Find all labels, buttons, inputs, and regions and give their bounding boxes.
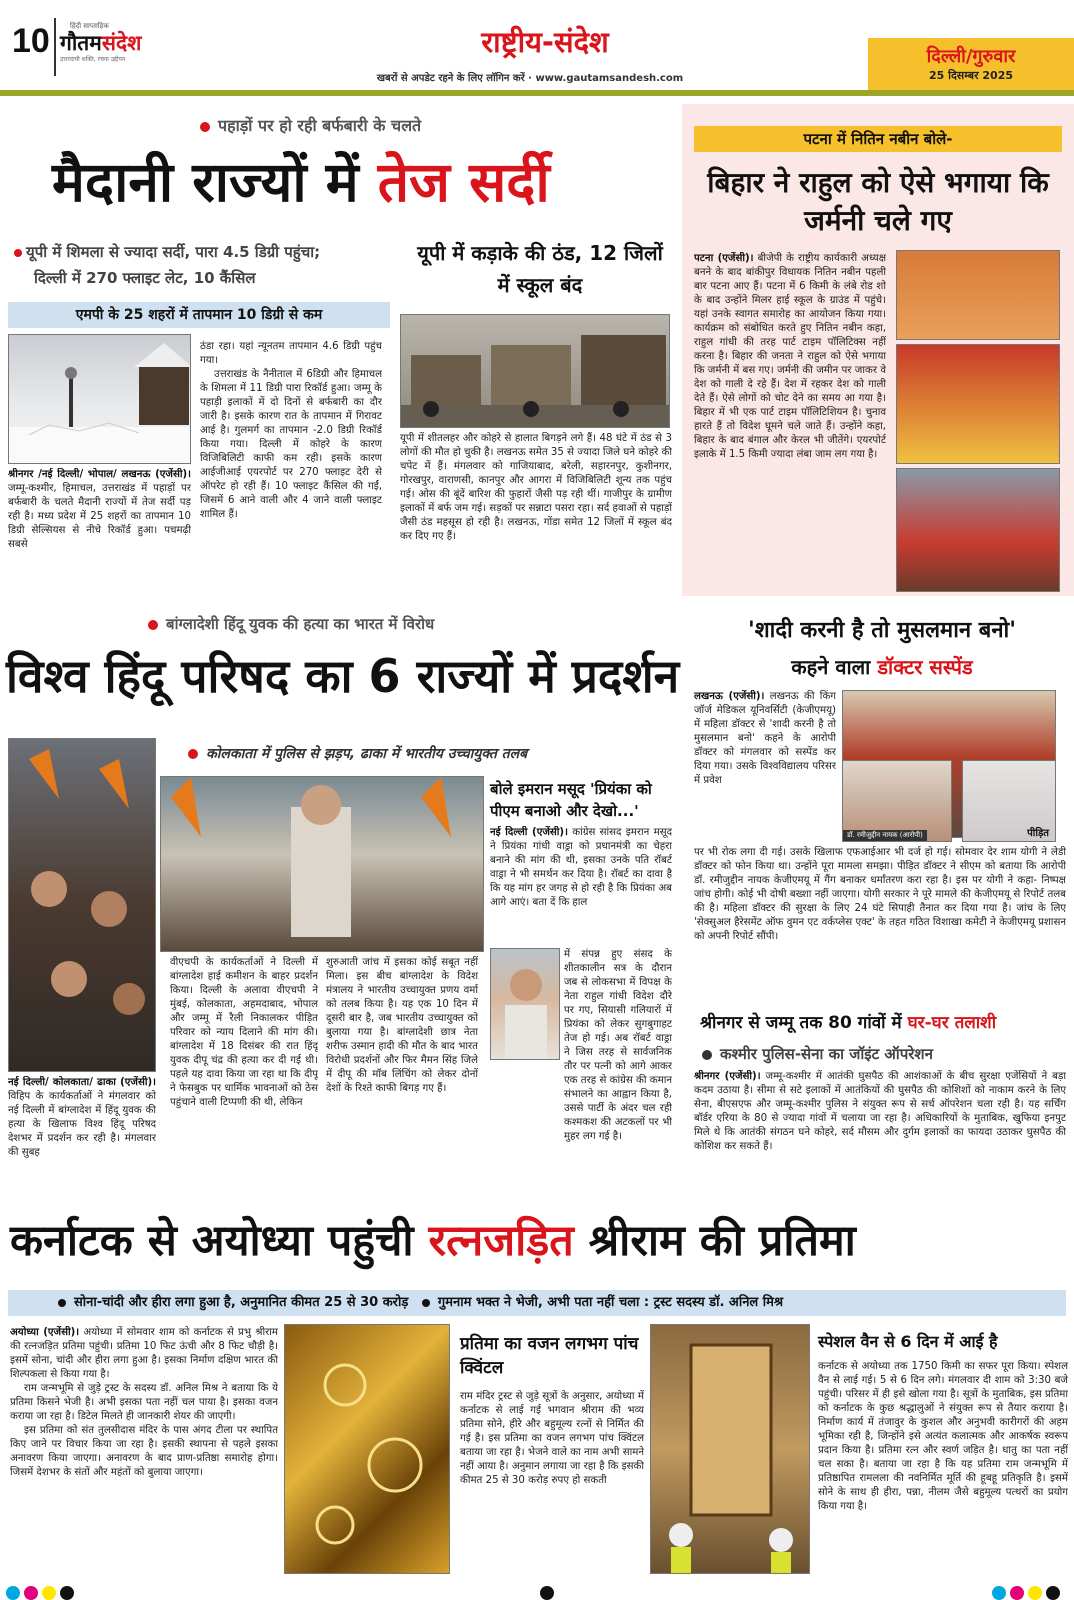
crate-scene-svg bbox=[651, 1325, 810, 1574]
patna-body: पटना (एजेंसी)। बीजेपी के राष्ट्रीय कार्यकारी अध्यक्ष बनने के बाद बांकीपुर विधायक नितिन नबीन पहली बार पटना आए हैं। पटना में 6 किमी के लंबे रोड शो के बाद उन्होंने मिलर हाई स्कूल के ग्राउंड में पहुंचे। यहां उनके स्वागत समारोह का आयोजन किया गया। कार्यक्रम को संबोधित करते हुए नितिन नबीन कहा, राहुल गांधी की तरह पार्ट टाइम पॉलिटिक्स नहीं करना है। बिहार की जनता ने राहुल को ऐसे भगाया कि जर्मनी में बस गए। जर्मनी की जमीन पर जाकर वे देश को गाली दे रहे हैं। देश में रहकर देश को गाली देते हैं। ऐसे लोगों को चोट देने का समय आ गया है। बिहार में भी एक पार्ट टाइम पॉलिटिशियन है। चुनाव हारते हैं तो विदेश घूमने चले जाते हैं। उन्होंने कहा, बिहार के बाद बंगाल और केरल भी जीतेंगे। एयरपोर्ट इलाके में 1.5 किमी ज्यादा लंबा जाम लग गया है। bbox=[694, 253, 886, 460]
vhp-col3: शुरुआती जांच में इसका कोई सबूत नहीं मिला। इस बीच बांग्लादेश के विदेश मंत्रालय ने भारतीय उच्चायुक्त प्रणय वर्मा को तलब किया है। यह एक 10 दिन में दूसरी बार है, जब भारतीय उच्चायुक्त को बुलाया गया है। बांग्लादेशी छात्र नेता शरीफ उस्मान हादी की मौत के बाद भारत विरोधी प्रदर्शनों और फिर मैमन सिंह जिले में दीपू की मॉब लिंचिंग को लेकर दोनों देशों के रिश्ते काफी बिगड़ गए हैं। bbox=[326, 957, 478, 1094]
kashmir-sub: कश्मीर पुलिस-सेना का जॉइंट ऑपरेशन bbox=[702, 1044, 933, 1064]
snow-scene-svg bbox=[9, 335, 191, 464]
cold-col3: यूपी में शीतलहर और कोहरे से हालात बिगड़ने लगे हैं। 48 घंटे में ठंड से 3 लोगों की मौत हो चुकी है। लखनऊ समेत 35 से ज्यादा जिले घने कोहरे की चपेट में हैं। मंगलवार को गाजियाबाद, बरेली, सहारनपुर, कुशीनगर, गोरखपुर, वाराणसी, कानपुर और आगरा में विजिबिलिटी शून्य तक पहुंच गई। ओस की बूंदें बारिश की फुहारों जैसी पड़ रही थीं। गाजीपुर के ग्रामीण इलाकों में बर्फ जम गई। सड़कों पर सन्नाटा पसरा रहा। सर्द हवाओं से पहाड़ों जैसी ठंड महसूस हो रही है। लखनऊ, गोंडा समेत 12 जिलों में स्कूल बंद कर दिए गए हैं। bbox=[400, 433, 672, 542]
effigy-scene-svg bbox=[161, 777, 484, 952]
fog-trucks-photo bbox=[400, 314, 670, 428]
accused-doctor-photo bbox=[842, 760, 952, 842]
page-number: 10 bbox=[12, 22, 50, 60]
van-title: स्पेशल वैन से 6 दिन में आई है bbox=[818, 1332, 998, 1351]
statue-crate-photo bbox=[650, 1324, 810, 1574]
portrait-svg bbox=[491, 949, 560, 1060]
weight-title: प्रतिमा का वजन लगभग पांच क्विंटल bbox=[460, 1334, 639, 1378]
cold-col1: श्रीनगर /नई दिल्ली/ भोपाल/ लखनऊ (एजेंसी)। जम्मू-कश्मीर, हिमाचल, उत्तराखंड में पहाड़ों पर बर्फबारी के चलते मैदानी राज्यों में तेज सर्दी पड़ रही है। मध्य प्रदेश में 25 शहरों का तापमान 10 डिग्री सेल्सियस से नीचे रिकॉर्ड हुआ। पचमढ़ी सबसे bbox=[8, 469, 191, 550]
van-body: कर्नाटक से अयोध्या तक 1750 किमी का सफर पूरा किया। स्पेशल वैन से लाई गई। 5 से 6 दिन लगे। मंगलवार दी शाम को 3:30 बजे पहुंची। परिसर में ही इसे खोला गया है। सूत्रों के मुताबिक, इस प्रतिमा को कर्नाटक के कुछ श्रद्धालुओं ने संयुक्त रूप से तैयार कराया है। निर्माण कार्य में तंजावुर के कुशल और अनुभवी कारीगरों की अहम भूमिका रही है, जिन्होंने इसे अत्यंत कलात्मक और आकर्षक स्वरूप प्रदान किया है। प्रतिमा रत्न और स्वर्ण जड़ित है। धातु का पता नहीं चल सका है। बताया जा रहा है कि यह प्रतिमा राम जन्मभूमि में प्रतिष्ठापित रामलला की नवनिर्मित मूर्ति की हूबहू प्रतिकृति है। इसमें सोने के साथ ही हीरा, पन्ना, नीलम जैसे बहुमूल्य पत्थरों का प्रयोग किया गया है। bbox=[818, 1361, 1068, 1512]
logo-tag: हिंदी साप्ताहिक bbox=[70, 22, 109, 30]
cold-sub1: यूपी में शिमला से ज्यादा सर्दी, पारा 4.5 डिग्री पहुंचा; bbox=[14, 242, 320, 262]
imran-col-b: में संपन्न हुए संसद के शीतकालीन सत्र के दौरान जब से लोकसभा में विपक्ष के नेता राहुल गांधी विदेश दौरे पर गए, सियासी गलियारों में प्रियंका को लेकर सुगबुगाहट तेज हो गई। अब रॉबर्ट वाड्रा ने जिस तरह से सार्वजनिक तौर पर पत्नी को आगे आकर एक तरह से कांग्रेस की कमान संभालने का आह्वान किया है, उससे पार्टी के अंदर चल रही कश्मकश की अटकलों पर भी मुहर लग गई है। bbox=[564, 949, 672, 1142]
registration-marks bbox=[0, 1582, 1074, 1600]
bullet-dot bbox=[702, 1050, 712, 1060]
gold-statue-photo bbox=[284, 1324, 450, 1574]
ayodhya-headline: कर्नाटक से अयोध्या पहुंची रत्नजड़ित श्रीराम की प्रतिमा bbox=[10, 1216, 856, 1266]
doctor-headline-2: कहने वाला डॉक्टर सस्पेंड bbox=[791, 655, 973, 679]
bullet-dot bbox=[58, 1299, 66, 1307]
logo-sub: उत्तरदायी शक्ति, रचना उद्दीपन bbox=[60, 56, 126, 63]
doctor-headline-1: 'शादी करनी है तो मुसलमान बनो' bbox=[747, 618, 1016, 643]
masthead-logo bbox=[60, 22, 190, 63]
protest-photo-effigy bbox=[160, 776, 484, 952]
imran-col-a: नई दिल्ली (एजेंसी)। कांग्रेस सांसद इमरान मसूद ने प्रियंका गांधी वाड्रा को प्रधानमंत्री का चेहरा बनाने की मांग की थी, इसका उनके पति रॉबर्ट वाड्रा ने भी समर्थन कर दिया है। रॉबर्ट का दावा है कि यह मांग हर जगह से हो रही है कि प्रियंका अब आगे आएं। बता दें कि हाल bbox=[490, 827, 672, 908]
vhp-headline: विश्व हिंदू परिषद का 6 राज्यों में प्रदर्शन bbox=[6, 649, 680, 703]
cold-band: एमपी के 25 शहरों में तापमान 10 डिग्री से कम bbox=[8, 302, 390, 328]
patna-photo-3 bbox=[896, 468, 1060, 592]
cold-sub2: दिल्ली में 270 फ्लाइट लेट, 10 कैंसिल bbox=[34, 269, 256, 287]
kashmir-headline: श्रीनगर से जम्मू तक 80 गांवों में घर-घर तलाशी bbox=[700, 1013, 997, 1033]
caption-victim: पीड़ित bbox=[1027, 828, 1049, 839]
gold-pattern-svg bbox=[285, 1325, 450, 1574]
bullet-dot bbox=[148, 620, 158, 630]
header-rule bbox=[0, 90, 1074, 96]
patna-photo-2 bbox=[896, 344, 1060, 464]
protest-crowd-svg bbox=[9, 739, 156, 1072]
patna-kicker: पटना में नितिन नबीन बोले- bbox=[694, 126, 1062, 152]
section-title: राष्ट्रीय-संदेश bbox=[481, 25, 609, 59]
cold-sub3: यूपी में कड़ाके की ठंड, 12 जिलों में स्कूल बंद bbox=[417, 241, 663, 297]
cold-col2: ठंडा रहा। यहां न्यूनतम तापमान 4.6 डिग्री पहुंच गया। उत्तराखंड के नैनीताल में 6डिग्री और हिमाचल के शिमला में 11 डिग्री पारा रिकॉर्ड हुआ। जम्मू के पहाड़ी इलाकों में दो दिनों से बर्फबारी का दौर जारी है। इसके कारण रात के तापमान में गिरावट आई है। गुलमर्ग का तापमान -2.0 डिग्री रिकॉर्ड किया गया। दिल्ली में कोहरे के कारण विजिबिलिटी काफी कम रही। इसके कारण आईजीआई एयरपोर्ट पर 270 फ्लाइट देरी से ऑपरेट हो रही हैं। 10 फ्लाइट कैंसिल की गईं, जिसमें 6 आने वाली और 4 जाने वाली फ्लाइट शामिल हैं। bbox=[200, 341, 382, 520]
cold-kicker: पहाड़ों पर हो रही बर्फबारी के चलते bbox=[200, 114, 421, 136]
bullet-dot bbox=[200, 122, 210, 132]
caption-accused: डॉ. रमीजुद्दीन नायक (आरोपी) bbox=[843, 830, 927, 841]
header-divider bbox=[54, 18, 56, 76]
city-day: दिल्ली/गुरुवार bbox=[926, 46, 1016, 67]
patna-photo-1 bbox=[896, 250, 1060, 340]
logo-sandesh: संदेश bbox=[101, 31, 142, 55]
weight-body: राम मंदिर ट्रस्ट से जुड़े सूत्रों के अनुसार, अयोध्या में कर्नाटक से लाई गई भगवान श्रीराम की भव्य प्रतिमा सोने, हीरे और बहुमूल्य रत्नों से निर्मित की गई है। इस प्रतिमा का वजन लगभग पांच क्विंटल बताया जा रहा है। भेजने वाले का नाम अभी सामने नहीं आया है। अनुमान लगाया जा रहा है कि इसकी कीमत 25 से 30 करोड़ रुपए हो सकती bbox=[460, 1391, 644, 1486]
bullet-dot bbox=[14, 249, 22, 257]
snow-photo bbox=[8, 334, 191, 464]
vhp-kicker: बांग्लादेशी हिंदू युवक की हत्या का भारत में विरोध bbox=[148, 614, 434, 634]
imran-title: बोले इमरान मसूद 'प्रियंका को पीएम बनाओ और देखो...' bbox=[490, 780, 652, 820]
patna-headline: बिहार ने राहुल को ऐसे भगाया कि जर्मनी चले गए bbox=[707, 166, 1049, 237]
doctor-col-a: लखनऊ (एजेंसी)। लखनऊ की किंग जॉर्ज मेडिकल यूनिवर्सिटी (केजीएमयू) में महिला डॉक्टर से 'शादी करनी है तो मुसलमान बनो' कहने के आरोपी डॉक्टर को मंगलवार को सस्पेंड कर दिया गया। उसके विश्वविद्यालय परिसर में प्रवेश bbox=[694, 691, 836, 786]
login-note[interactable]: खबरों से अपडेट रहने के लिए लॉगिन करें · www.gautamsandesh.com bbox=[376, 73, 684, 84]
victim-photo bbox=[962, 760, 1056, 842]
vhp-col1: नई दिल्ली/ कोलकाता/ ढाका (एजेंसी)। विहिप के कार्यकर्ताओं ने मंगलवार को नई दिल्ली में बांग्लादेश में हिंदू युवक की हत्या के खिलाफ विश्व हिंदू परिषद देशभर में प्रदर्शन कर रही है। मंगलवार की सुबह bbox=[8, 1077, 156, 1158]
vhp-sub: कोलकाता में पुलिस से झड़प, ढाका में भारतीय उच्चायुक्त तलब bbox=[188, 744, 527, 763]
bullet-dot bbox=[422, 1299, 430, 1307]
ayodhya-band: सोना-चांदी और हीरा लगा हुआ है, अनुमानित कीमत 25 से 30 करोड़ गुमनाम भक्त ने भेजी, अभी पता नहीं चला : ट्रस्ट सदस्य डॉ. अनिल मिश्र bbox=[8, 1290, 1066, 1316]
logo-gautam: गौतम bbox=[60, 31, 102, 55]
fog-scene-svg bbox=[401, 315, 670, 428]
kashmir-body: श्रीनगर (एजेंसी)। जम्मू-कश्मीर में आतंकी घुसपैठ की आशंकाओं के बीच सुरक्षा एजेंसियों ने बड़ा कदम उठाया है। सीमा से सटे इलाकों में आतंकियों की घुसपैठ की कोशिशों को नाकाम करने के लिए सेना, बीएसएफ और जम्मू-कश्मीर पुलिस ने संयुक्त रूप से सर्च ऑपरेशन चला रही है। यह सर्चिंग बॉर्डर एरिया के 80 से ज्यादा गांवों में चलाया जा रहा है। अधिकारियों के मुताबिक, खुफिया इनपुट मिले थे कि आतंकी संगठन घने कोहरे, सर्द मौसम और दुर्गम इलाकों का फायदा उठाकर घुसपैठ की कोशिश कर सकते हैं। bbox=[694, 1071, 1066, 1152]
cold-headline: मैदानी राज्यों में तेज सर्दी bbox=[52, 150, 550, 214]
priyanka-photo bbox=[490, 948, 560, 1060]
ayodhya-col1: अयोध्या (एजेंसी)। अयोध्या में सोमवार शाम को कर्नाटक से प्रभु श्रीराम की रत्नजड़ित प्रतिमा पहुंची। प्रतिमा 10 फिट ऊंची और 8 फिट चौड़ी है। इसमें सोना, चांदी और हीरा लगा हुआ है। इसका निर्माण दक्षिण भारत की शिल्पकला से किया गया है। राम जन्मभूमि से जुड़े ट्रस्ट के सदस्य डॉ. अनिल मिश्र ने बताया कि ये प्रतिमा किसने भेजी है। अभी इसका पता नहीं चल पाया है। इसका वजन कराया जा रहा है। डिटेल मिलते ही जानकारी शेयर की जाएगी। इस प्रतिमा को संत तुलसीदास मंदिर के पास अंगद टीला पर स्थापित किए जाने पर विचार किया जा रहा है। इसकी स्थापना से पहले इसका अनावरण किया जाएगा। अनावरण के बाद प्राण-प्रतिष्ठा समारोह होगा। जिसमें देशभर के संतों और महंतों को बुलाया जाएगा। bbox=[10, 1327, 278, 1478]
vhp-col2: वीएचपी के कार्यकर्ताओं ने दिल्ली में बांग्लादेश हाई कमीशन के बाहर प्रदर्शन किया। दिल्ली के अलावा वीएचपी ने मुंबई, कोलकाता, अहमदाबाद, भोपाल और जम्मू में रैली निकालकर पीड़ित परिवार को न्याय दिलाने की मांग की। बांग्लादेश में 18 दिसंबर की रात हिंदू युवक दीपू चंद्र की हत्या कर दी गई थी। पहले यह दावा किया जा रहा था कि दीपू ने फेसबुक पर धार्मिक भावनाओं को ठेस पहुंचाने वाली टिप्पणी की थी, लेकिन bbox=[170, 957, 318, 1108]
protest-photo-left bbox=[8, 738, 156, 1072]
doctor-col-b: पर भी रोक लगा दी गई। उसके खिलाफ एफआईआर भी दर्ज हो गई। सोमवार देर शाम योगी ने लेडी डॉक्टर को फोन किया था। उन्होंने पूरा मामला समझा। पीड़ित डॉक्टर ने सीएम को बताया कि आरोपी डॉ. रमीजुद्दीन नायक केजीएमयू में गैंग बनाकर धर्मांतरण करा रहा है। इस पर योगी ने कहा- निष्पक्ष जांच होगी। कोई भी दोषी बख्शा नहीं जाएगा। योगी सरकार ने पूरे मामले की केजीएमयू से रिपोर्ट तलब की है। महिला डॉक्टर की सुरक्षा के लिए 24 घंटे सिपाही तैनात कर दिया गया है। जांच के लिए 'सेक्सुअल हैरेसमेंट ऑफ वुमन एट वर्कप्लेस एक्ट' के तहत गठित विशाखा कमेटी ने केजीएमयू प्रशासन को अपनी रिपोर्ट सौंपी। bbox=[694, 847, 1066, 942]
issue-date: 25 दिसम्बर 2025 bbox=[928, 69, 1014, 82]
bullet-dot bbox=[188, 749, 198, 759]
date-box bbox=[868, 38, 1074, 90]
